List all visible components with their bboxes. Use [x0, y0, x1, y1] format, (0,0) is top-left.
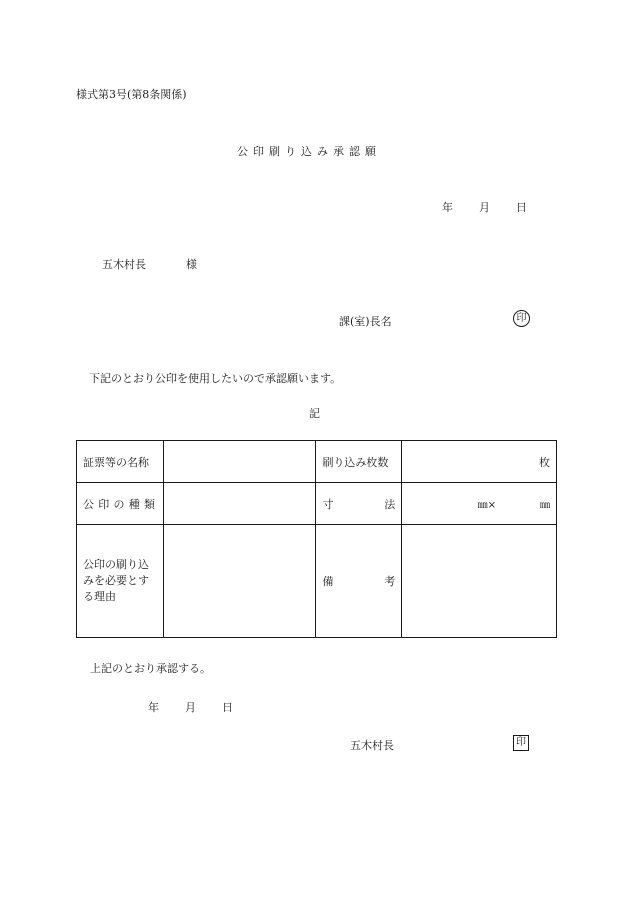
day-label: 日 — [222, 701, 233, 714]
seal-type-field[interactable] — [163, 483, 315, 525]
mm-unit: ㎜ — [540, 500, 550, 511]
intro-text: 下記のとおり公印を使用したいので承認願います。 — [89, 372, 342, 385]
document-title: 公印刷り込み承認願 — [237, 145, 381, 158]
application-table — [76, 440, 557, 638]
seal-circle-icon: 印 — [513, 310, 530, 327]
table-row — [77, 525, 557, 638]
print-count-field[interactable] — [402, 441, 557, 483]
approver-name: 五木村長 — [350, 739, 394, 752]
certificate-name-label: 証票等の名称 — [77, 441, 164, 483]
reason-label: 公印の刷り込みを必要とする理由 — [77, 525, 164, 638]
addressee-honorific: 様 — [186, 258, 197, 271]
month-label: 月 — [185, 701, 196, 714]
table-row — [77, 441, 557, 483]
approval-text: 上記のとおり承認する。 — [90, 662, 211, 675]
day-label: 日 — [516, 201, 527, 214]
sheet-unit: 枚 — [539, 455, 550, 469]
form-number: 様式第3号(第8条関係) — [76, 88, 187, 101]
year-label: 年 — [148, 701, 159, 714]
reason-field[interactable] — [163, 525, 315, 638]
applicant-label: 課(室)長名 — [339, 315, 392, 328]
seal-type-label: 公 印 の 種 類 — [77, 483, 164, 525]
ki-heading: 記 — [309, 407, 320, 420]
dimension-field[interactable] — [402, 483, 557, 525]
seal-square-icon: 印 — [513, 735, 529, 751]
table-row — [77, 483, 557, 525]
application-date — [442, 199, 527, 215]
mm-by-unit: ㎜× — [477, 500, 496, 511]
print-count-label: 刷り込み枚数 — [316, 441, 402, 483]
certificate-name-field[interactable] — [163, 441, 315, 483]
month-label: 月 — [479, 201, 490, 214]
dimension-label: 寸 法 — [316, 483, 402, 525]
remarks-label: 備 考 — [316, 525, 402, 638]
approval-date — [148, 699, 233, 715]
year-label: 年 — [442, 201, 453, 214]
addressee-name: 五木村長 — [102, 258, 146, 271]
addressee — [102, 256, 197, 272]
remarks-field[interactable] — [402, 525, 557, 638]
